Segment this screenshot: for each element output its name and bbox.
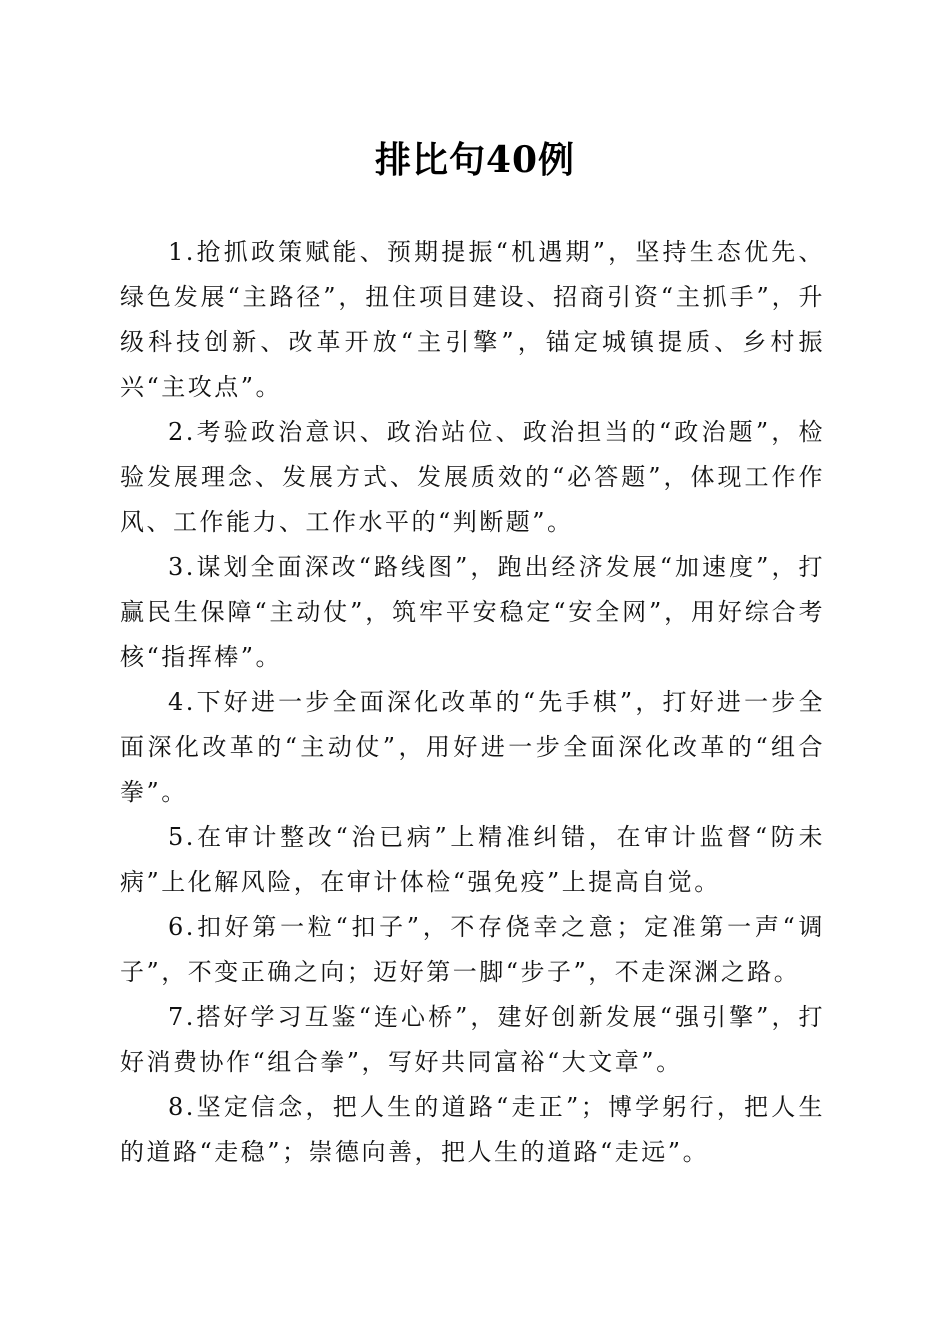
paragraph-3: 3.谋划全面深改“路线图”，跑出经济发展“加速度”，打赢民生保障“主动仗”，筑牢平安稳定“安全网”，用好综合考核“指挥棒”。 (120, 553, 825, 671)
paragraph-5: 5.在审计整改“治已病”上精准纠错，在审计监督“防未病”上化解风险，在审计体检“强免疫”上提高自觉。 (120, 823, 825, 896)
paragraph-8: 8.坚定信念，把人生的道路“走正”；博学躬行，把人生的道路“走稳”；崇德向善，把人生的道路“走远”。 (120, 1093, 825, 1166)
paragraph-2: 2.考验政治意识、政治站位、政治担当的“政治题”，检验发展理念、发展方式、发展质效的“必答题”，体现工作作风、工作能力、工作水平的“判断题”。 (120, 418, 825, 536)
paragraph-7: 7.搭好学习互鉴“连心桥”，建好创新发展“强引擎”，打好消费协作“组合拳”，写好共同富裕“大文章”。 (120, 1003, 825, 1076)
paragraph-6: 6.扣好第一粒“扣子”，不存侥幸之意；定准第一声“调子”，不变正确之向；迈好第一脚“步子”，不走深渊之路。 (120, 913, 825, 986)
paragraph-1: 1.抢抓政策赋能、预期提振“机遇期”，坚持生态优先、绿色发展“主路径”，扭住项目建设、招商引资“主抓手”，升级科技创新、改革开放“主引擎”，锚定城镇提质、乡村振兴“主攻点”。 (120, 238, 825, 401)
document-body (120, 230, 825, 1175)
paragraph-4: 4.下好进一步全面深化改革的“先手棋”，打好进一步全面深化改革的“主动仗”，用好进一步全面深化改革的“组合拳”。 (120, 688, 825, 806)
document-title: 排比句40例 (374, 139, 576, 181)
